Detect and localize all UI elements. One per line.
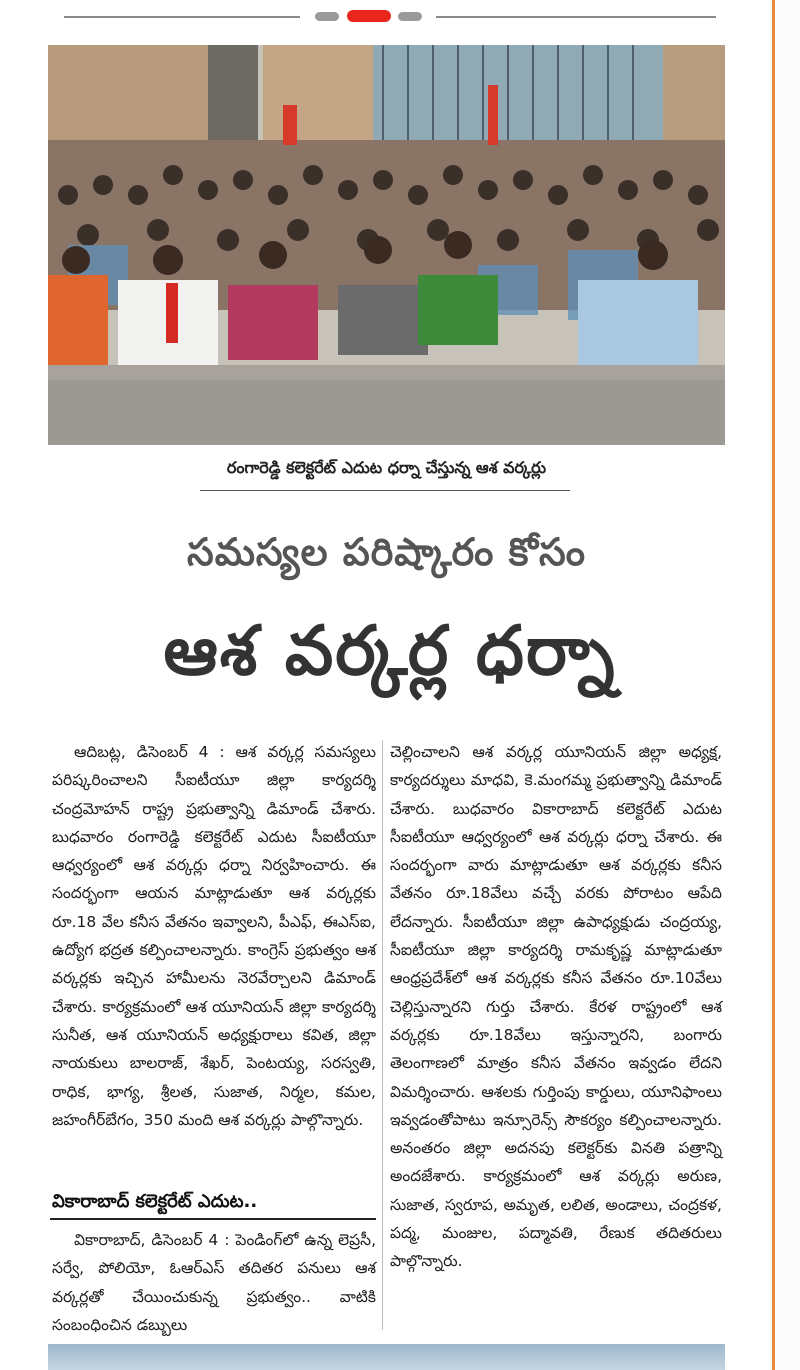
header-ornament-center: [347, 10, 391, 22]
next-article-photo-edge: [48, 1344, 725, 1370]
protest-photo-illustration: [48, 45, 725, 445]
article-kicker: సమస్యల పరిష్కారం కోసం: [187, 530, 586, 574]
article-subhead: వికారాబాద్ కలెక్టరేట్ ఎదుట..: [52, 1191, 258, 1212]
top-rule-right: [436, 16, 716, 18]
top-rule-left: [64, 16, 300, 18]
caption-underline: [200, 490, 570, 491]
article-paragraph: వికారాబాద్, డిసెంబర్ 4 : పెండింగ్‌లో ఉన్న లెప్రసీ, సర్వే, పోలియో, ఓఆర్ఎస్ తదితర పనులు ఆశ వర్కర్లతో చేయించుకున్న ప్రభుత్వం.. వాటికి సంబంధించిన డబ్బులు: [52, 1231, 376, 1334]
header-ornament-left: [315, 12, 339, 21]
article-column-left-continued: [52, 1226, 376, 1339]
page-margin: [775, 0, 800, 1370]
column-divider: [382, 740, 383, 1330]
news-photo: [48, 45, 725, 445]
subhead-container: [50, 1188, 376, 1220]
header-ornament-right: [398, 12, 422, 21]
article-column-left: [52, 738, 376, 1134]
article-paragraph: ఆదిబట్ల, డిసెంబర్ 4 : ఆశ వర్కర్ల సమస్యలు పరిష్కరించాలని సీఐటీయూ జిల్లా కార్యదర్శి చంద్రమోహన్ రాష్ట్ర ప్రభుత్వాన్ని డిమాండ్ చేశారు. బుధవారం రంగారెడ్డి కలెక్టరేట్ ఎదుట సీఐటీయూ ఆధ్వర్యంలో ఆశ వర్కర్లు ధర్నా నిర్వహించారు. ఈ సందర్భంగా ఆయన మాట్లాడుతూ ఆశ వర్కర్లకు రూ.18 వేల కనీస వేతనం ఇవ్వాలని, పీఎఫ్, ఈఎస్ఐ, ఉద్యోగ భద్రత కల్పించాలన్నారు. కాంగ్రెస్ ప్రభుత్వం ఆశ వర్కర్లకు ఇచ్చిన హామీలను నెరవేర్చాలని డిమాండ్ చేశారు. కార్యక్రమంలో ఆశ యూనియన్ జిల్లా కార్యదర్శి సునీత, ఆశ యూనియన్ అధ్యక్షురాలు కవిత, జిల్లా నాయకులు బాలరాజ్, శేఖర్, పెంటయ్య, సరస్వతి, రాధిక, భాగ్య, శ్రీలత, సుజాత, నిర్మల, కమల, జహంగీర్‌బేగం, 350 మంది ఆశ వర్కర్లు పాల్గొన్నారు.: [52, 743, 376, 1129]
article-column-right: [390, 738, 722, 1276]
article-paragraph: చెల్లించాలని ఆశ వర్కర్ల యూనియన్ జిల్లా అధ్యక్ష, కార్యదర్శులు మాధవి, కె.మంగమ్మ ప్రభుత్వాన్ని డిమాండ్ చేశారు. బుధవారం వికారాబాద్ కలెక్టరేట్ ఎదుట సీఐటీయూ ఆధ్వర్యంలో ఆశ వర్కర్లు ధర్నా చేశారు. ఈ సందర్భంగా వారు మాట్లాడుతూ ఆశ వర్కర్లకు కనీస వేతనం రూ.18వేలు వచ్చే వరకు పోరాటం ఆపేది లేదన్నారు. సీఐటీయూ జిల్లా ఉపాధ్యక్షుడు చంద్రయ్య, సీఐటీయూ జిల్లా కార్యదర్శి రామకృష్ణ మాట్లాడుతూ ఆంధ్రప్రదేశ్‌లో ఆశ వర్కర్లకు కనీస వేతనం రూ.10వేలు చెల్లిస్తున్నారని గుర్తు చేశారు. కేరళ రాష్ట్రంలో ఆశ వర్కర్లకు రూ.18వేలు ఇస్తున్నారని, బంగారు తెలంగాణలో మాత్రం కనీస వేతనం ఇవ్వడం లేదని విమర్శించారు. ఆశలకు గుర్తింపు కార్డులు, యూనిఫాంలు ఇవ్వడంతోపాటు ఇన్సూరెన్స్ సౌకర్యం కల్పించాలన్నారు. అనంతరం జిల్లా అదనపు కలెక్టర్‌కు వినతి పత్రాన్ని అందజేశారు. కార్యక్రమంలో ఆశ వర్కర్లు అరుణ, సుజాత, స్వరూప, అమృత, లలిత, అండాలు, చంద్రకళ, పద్మ, మంజుల, పద్మావతి, రేణుక తదితరులు పాల్గొన్నారు.: [390, 743, 722, 1271]
article-headline: ఆశ వర్కర్ల ధర్నా: [163, 612, 617, 691]
photo-caption: రంగారెడ్డి కలెక్టరేట్ ఎదుట ధర్నా చేస్తున్న ఆశ వర్కర్లు: [226, 458, 547, 477]
